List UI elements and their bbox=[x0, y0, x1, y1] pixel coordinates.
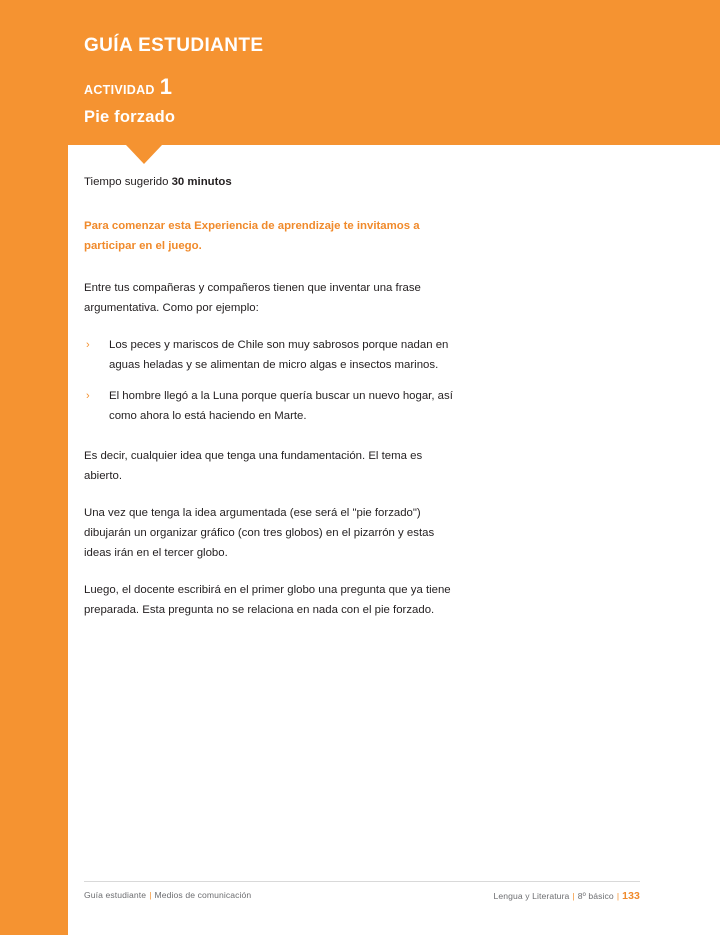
header-band bbox=[0, 0, 720, 145]
footer-left bbox=[84, 890, 251, 900]
guide-title: GUÍA ESTUDIANTE bbox=[84, 35, 264, 56]
header-pointer-triangle bbox=[126, 145, 162, 164]
footer-separator-1: | bbox=[572, 891, 575, 901]
footer-level: 8º básico bbox=[577, 891, 614, 901]
list-item-text: Los peces y mariscos de Chile son muy sabrosos porque nadan en aguas heladas y se alimentan de micro algas e insectos marinos. bbox=[109, 339, 449, 371]
footer-guide-label: Guía estudiante bbox=[84, 890, 147, 900]
bullet-icon: › bbox=[86, 390, 90, 402]
intro-paragraph: Para comenzar esta Experiencia de aprendizaje te invitamos a participar en el juego. bbox=[84, 220, 420, 252]
list-item bbox=[84, 335, 454, 375]
activity-label bbox=[84, 74, 644, 100]
paragraph-3: Una vez que tenga la idea argumentada (ese será el "pie forzado") dibujarán un organizar gráfico (con tres globos) en el pizarrón y estas ideas irán en el tercer globo. bbox=[84, 507, 435, 559]
paragraph-1: Entre tus compañeras y compañeros tienen que inventar una frase argumentativa. Como por ejemplo: bbox=[84, 282, 421, 314]
bullet-icon: › bbox=[86, 339, 90, 351]
suggested-time bbox=[84, 172, 454, 192]
activity-title: Pie forzado bbox=[84, 108, 176, 126]
example-list bbox=[84, 335, 454, 426]
footer-divider bbox=[84, 881, 640, 882]
list-item bbox=[84, 386, 454, 426]
header-content bbox=[84, 34, 644, 127]
activity-word: ACTIVIDAD bbox=[84, 83, 155, 97]
suggested-time-label: Tiempo sugerido bbox=[84, 176, 169, 188]
footer-separator-2: | bbox=[616, 891, 620, 901]
footer-subject: Lengua y Literatura bbox=[493, 891, 570, 901]
activity-number: 1 bbox=[159, 74, 173, 99]
footer-separator: | bbox=[149, 890, 152, 900]
paragraph-2: Es decir, cualquier idea que tenga una fundamentación. El tema es abierto. bbox=[84, 450, 423, 482]
main-content bbox=[84, 172, 454, 637]
page-number: 133 bbox=[622, 890, 640, 902]
list-item-text: El hombre llegó a la Luna porque quería buscar un nuevo hogar, así como ahora lo está haciendo en Marte. bbox=[109, 390, 453, 422]
footer-unit-label: Medios de comunicación bbox=[154, 890, 252, 900]
paragraph-4: Luego, el docente escribirá en el primer globo una pregunta que ya tiene preparada. Esta pregunta no se relaciona en nada con el pie forzado. bbox=[84, 584, 451, 616]
suggested-time-value: 30 minutos bbox=[171, 176, 232, 188]
footer-right bbox=[493, 890, 640, 902]
